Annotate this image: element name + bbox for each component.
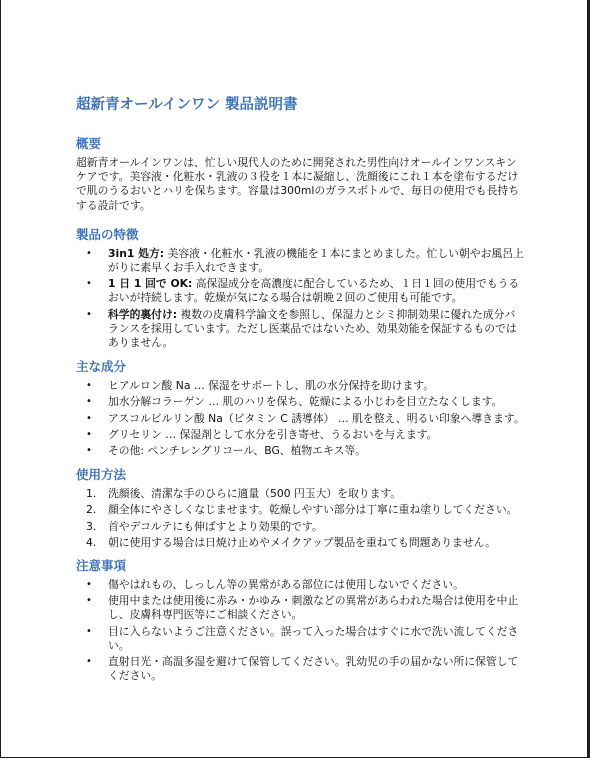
- feature-text: 複数の皮膚科学論文を参照し、保湿力とシミ抑制効果に優れた成分バランスを採用しています。ただし医薬品ではないため、効果効能を保証するものではありません。: [108, 307, 517, 350]
- usage-step: [76, 503, 526, 517]
- ingredient-item: • グリセリン … 保湿剤として水分を引き寄せ、うるおいを与えます。: [76, 428, 526, 442]
- usage-step-text: 洗顔後、清潔な手のひらに適量（500 円玉大）を取ります。: [108, 487, 402, 501]
- usage-step-number: 4.: [86, 535, 97, 549]
- usage-steps-list: [76, 487, 526, 550]
- caution-item: • 目に入らないようご注意ください。誤って入った場合はすぐに水で洗い流してください。: [76, 625, 526, 653]
- caution-item: • 直射日光・高温多湿を避けて保管してください。乳幼児の手の届かない所に保管してください。: [76, 655, 526, 683]
- usage-step-number: 1.: [86, 487, 97, 501]
- overview-heading: 概要: [76, 136, 102, 151]
- ingredient-item: • アスコルビルリン酸 Na（ビタミン C 誘導体） … 肌を整え、明るい印象へ導きます。: [76, 412, 526, 426]
- document-title: 超新青オールインワン 製品説明書: [76, 97, 298, 113]
- feature-item: [76, 247, 526, 275]
- cautions-list: [76, 578, 526, 683]
- usage-heading: 使用方法: [76, 467, 127, 483]
- ingredient-item: • 加水分解コラーゲン … 肌のハリを保ち、乾燥による小じわを目立たなくします。: [76, 395, 526, 409]
- usage-step: [76, 536, 526, 550]
- features-heading: 製品の特徴: [76, 226, 139, 242]
- ingredient-item: • ヒアルロン酸 Na … 保湿をサポートし、肌の水分保持を助けます。: [76, 379, 526, 393]
- usage-step: [76, 520, 526, 534]
- feature-text: 高保湿成分を高濃度に配合しているため、１日１回の使用でもうるおいが持続します。乾燥が気になる場合は朝晩２回のご使用も可能です。: [108, 277, 520, 305]
- usage-step-text: 首やデコルテにも伸ばすとより効果的です。: [108, 519, 323, 533]
- feature-text: 美容液・化粧水・乳液の機能を１本にまとめました。忙しい朝やお風呂上がりに素早くお手入れできます。: [108, 246, 524, 275]
- usage-step-text: 朝に使用する場合は日焼け止めやメイクアップ製品を重ねても問題ありません。: [108, 535, 496, 549]
- features-list: [76, 247, 526, 350]
- cautions-heading: 注意事項: [76, 558, 127, 574]
- usage-step-number: 3.: [86, 519, 97, 533]
- document-content: [76, 96, 526, 685]
- ingredients-heading: 主な成分: [76, 359, 127, 375]
- usage-step-text: 顔全体にやさしくなじませます。乾燥しやすい部分は丁寧に重ね塗りしてください。: [108, 503, 518, 517]
- feature-label: 科学的裏付け:: [108, 307, 178, 321]
- feature-item: [76, 308, 526, 351]
- caution-item: • 使用中または使用後に赤み・かゆみ・刺激などの異常があらわれた場合は使用を中止し、皮膚科専門医等にご相談ください。: [76, 594, 526, 622]
- feature-label: 3in1 処方:: [108, 246, 165, 260]
- caution-item: • 傷やはれもの、しっしん等の異常がある部位には使用しないでください。: [76, 578, 526, 592]
- usage-step-number: 2.: [86, 503, 97, 517]
- ingredients-list: [76, 379, 526, 458]
- feature-item: [76, 277, 526, 305]
- overview-text: 超新青オールインワンは、忙しい現代人のために開発された男性向けオールインワンスキンケアです。美容液・化粧水・乳液の３役を１本に凝縮し、洗顔後にこれ１本を塗布するだけで肌のうるおいとハリを保ちます。容量は300mlのガラスボトルで、毎日の使用でも長持ちする設計です。: [76, 156, 519, 212]
- usage-step: [76, 487, 526, 501]
- feature-label: 1 日 1 回で OK:: [108, 277, 193, 291]
- ingredient-item: • その他: ペンチレングリコール、BG、植物エキス等。: [76, 444, 526, 458]
